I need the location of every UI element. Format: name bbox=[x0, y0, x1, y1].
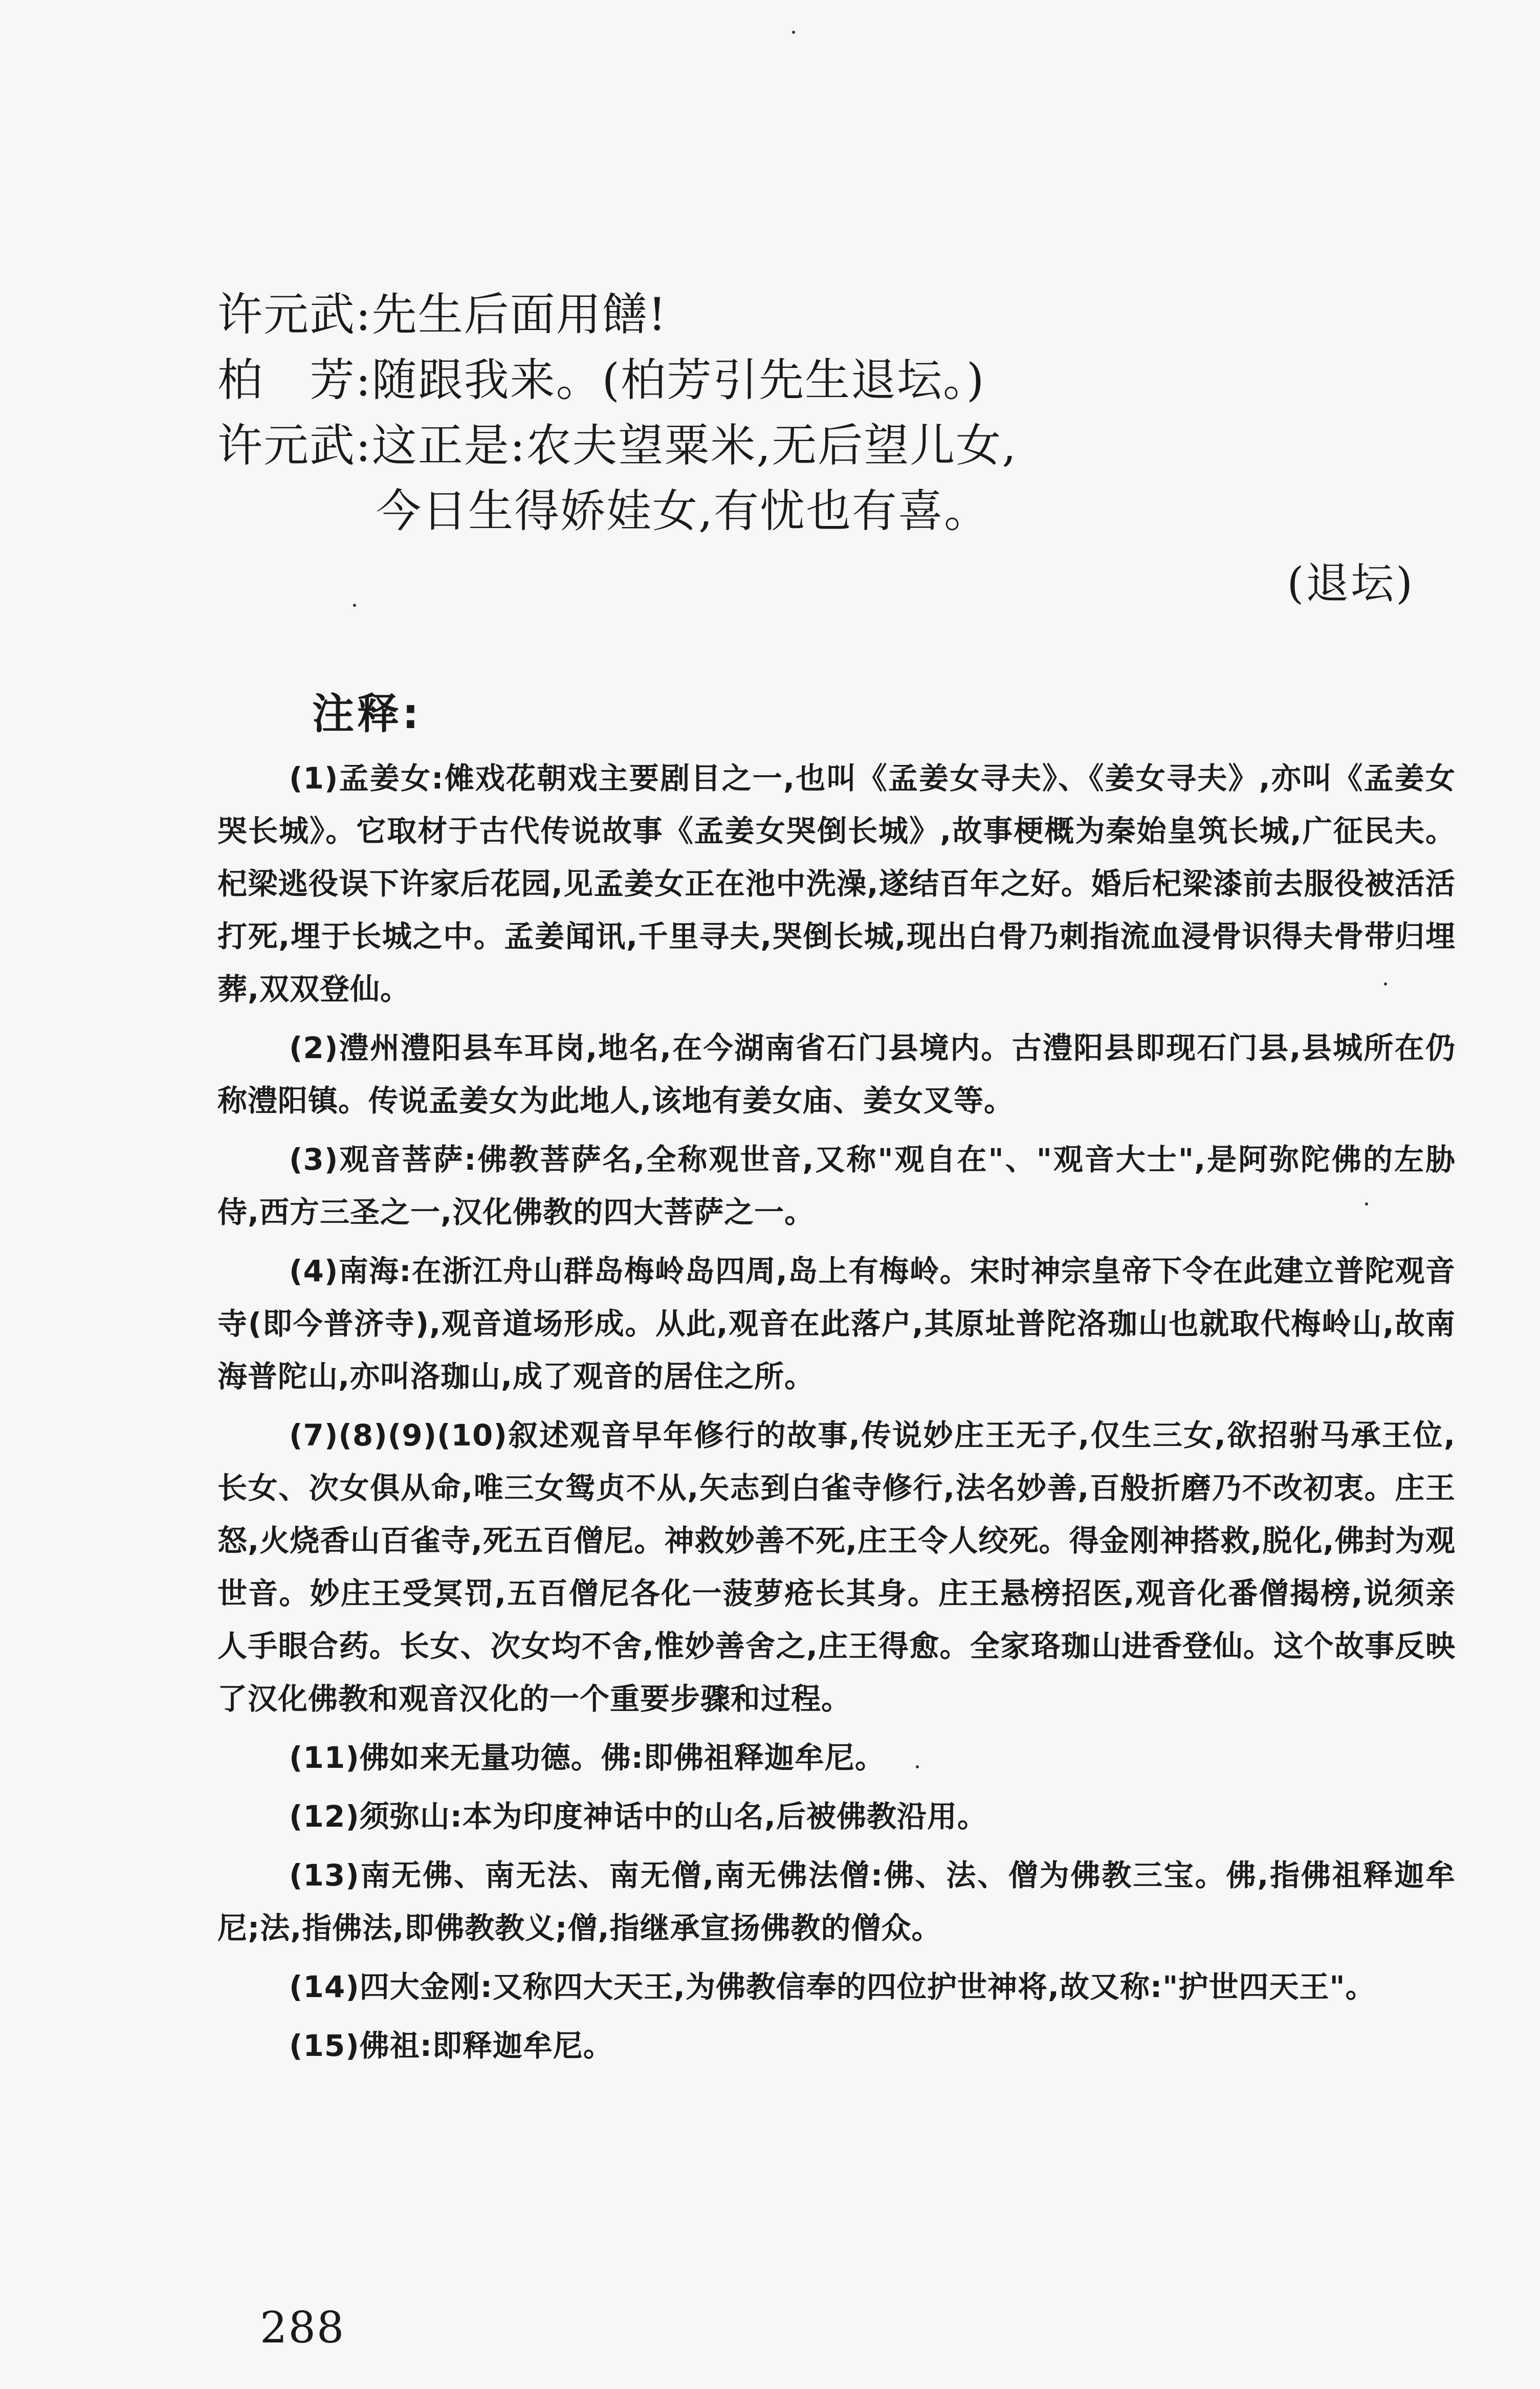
dialogue-block bbox=[217, 284, 1435, 546]
colon: : bbox=[356, 288, 372, 341]
colon: : bbox=[356, 419, 372, 472]
scan-speck bbox=[1365, 1202, 1368, 1206]
line-text: 这正是:农夫望粟米,无后望儿女, bbox=[371, 419, 1018, 472]
note-item: (4)南海:在浙江舟山群岛梅岭岛四周,岛上有梅岭。宋时神宗皇帝下令在此建立普陀观音寺(即今普济寺),观音道场形成。从此,观音在此落户,其原址普陀洛珈山也就取代梅岭山,故南海普陀山,亦叫洛珈山,成了观音的居住之所。 bbox=[217, 1254, 1456, 1394]
line-text: 随跟我来。(柏芳引先生退坛。) bbox=[371, 354, 985, 406]
dialogue-line bbox=[217, 284, 1435, 349]
speaker-name: 柏 芳 bbox=[217, 354, 356, 406]
note-item: (14)四大金刚:又称四大天王,为佛教信奉的四位护世神将,故又称:"护世四天王"。 bbox=[289, 1969, 1376, 2004]
dialogue-line bbox=[217, 415, 1435, 480]
line-text: 先生后面用饍! bbox=[371, 288, 668, 341]
colon: : bbox=[356, 354, 372, 406]
speaker-name: 许元武 bbox=[217, 288, 356, 341]
scan-speck bbox=[792, 31, 795, 34]
note-item: (15)佛祖:即释迦牟尼。 bbox=[289, 2028, 613, 2063]
line-text: 今日生得娇娃女,有忧也有喜。 bbox=[376, 485, 990, 537]
scan-speck bbox=[916, 1765, 919, 1768]
dialogue-line bbox=[217, 349, 1435, 415]
stage-direction: (退坛) bbox=[1287, 558, 1415, 608]
notes-heading: 注释: bbox=[312, 690, 422, 738]
note-item: (7)(8)(9)(10)叙述观音早年修行的故事,传说妙庄王无子,仅生三女,欲招驸马承王位,长女、次女俱从命,唯三女鸳贞不从,矢志到白雀寺修行,法名妙善,百般折磨乃不改初衷。庄王怒,火烧香山百雀寺,死五百僧尼。神救妙善不死,庄王令人绞死。得金刚神搭救,脱化,佛封为观世音。妙庄王受冥罚,五百僧尼各化一菠萝疮长其身。庄王悬榜招医,观音化番僧揭榜,说须亲人手眼合药。长女、次女均不舍,惟妙善舍之,庄王得愈。全家珞珈山进香登仙。这个故事反映了汉化佛教和观音汉化的一个重要步骤和过程。 bbox=[217, 1418, 1456, 1716]
note-item: (3)观音菩萨:佛教菩萨名,全称观世音,又称"观自在"、"观音大士",是阿弥陀佛的左胁侍,西方三圣之一,汉化佛教的四大菩萨之一。 bbox=[217, 1142, 1456, 1230]
note-item: (1)孟姜女:傩戏花朝戏主要剧目之一,也叫《孟姜女寻夫》、《姜女寻夫》,亦叫《孟姜女哭长城》。它取材于古代传说故事《孟姜女哭倒长城》,故事梗概为秦始皇筑长城,广征民夫。杞梁逃役误下许家后花园,见孟姜女正在池中洗澡,遂结百年之好。婚后杞梁漆前去服役被活活打死,埋于长城之中。孟姜闻讯,千里寻夫,哭倒长城,现出白骨乃刺指流血浸骨识得夫骨带归埋葬,双双登仙。 bbox=[217, 761, 1456, 1006]
note-item: (13)南无佛、南无法、南无僧,南无佛法僧:佛、法、僧为佛教三宝。佛,指佛祖释迦牟尼;法,指佛法,即佛教教义;僧,指继承宣扬佛教的僧众。 bbox=[217, 1858, 1456, 1945]
scan-speck bbox=[1384, 982, 1387, 985]
note-item: (12)须弥山:本为印度神话中的山名,后被佛教沿用。 bbox=[289, 1799, 987, 1834]
notes-list bbox=[217, 752, 1456, 2078]
note-item: (2)澧州澧阳县车耳岗,地名,在今湖南省石门县境内。古澧阳县即现石门县,县城所在仍称澧阳镇。传说孟姜女为此地人,该地有姜女庙、姜女叉等。 bbox=[217, 1031, 1456, 1118]
speaker-name: 许元武 bbox=[217, 419, 356, 472]
page-number: 288 bbox=[260, 2303, 345, 2353]
dialogue-line-continuation bbox=[217, 480, 1435, 546]
scan-speck bbox=[353, 604, 356, 607]
note-item: (11)佛如来无量功德。佛:即佛祖释迦牟尼。 bbox=[289, 1740, 885, 1775]
